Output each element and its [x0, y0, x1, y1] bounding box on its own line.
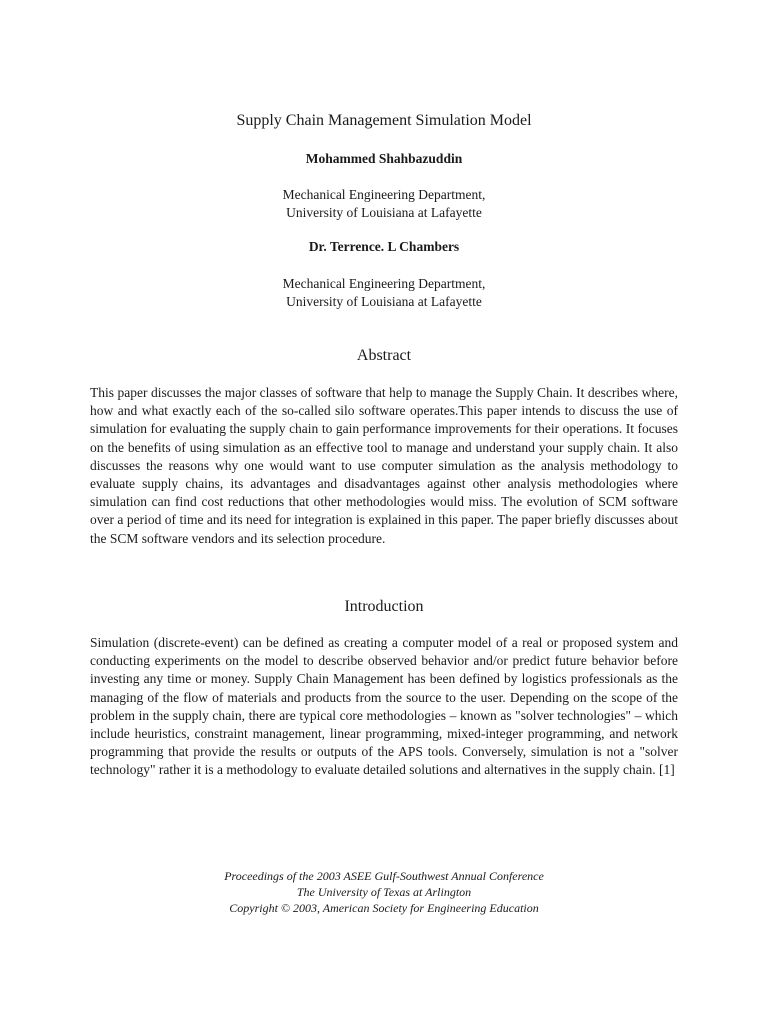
author-name-1: Mohammed Shahbazuddin — [305, 151, 463, 166]
author-name-2: Dr. Terrence. L Chambers — [308, 239, 460, 254]
introduction-text: Simulation (discrete-event) can be defined as creating a computer model of a real or proposed system and conducting experiments on the model to describe observed behavior and/or predict future behavior before investing any time or money. Supply Chain Management has been defined by logistics professionals as the managing of the flow of materials and products from the source to the user. Depending on the scope of the problem in the supply chain, there are typical core methodologies – known as "solver technologies" – which include heuristics, constraint management, linear programming, mixed-integer programming, and network programming that provide the results or outputs of the APS tools. Conversely, simulation is not a "solver technology" rather it is a methodology to evaluate detailed solutions and alternatives in the supply chain. [1] — [90, 635, 678, 778]
affiliation-line-2b: University of Louisiana at Lafayette — [286, 294, 482, 309]
affiliation-line-1b: University of Louisiana at Lafayette — [286, 205, 482, 220]
affiliation-line-1a: Mechanical Engineering Department, — [282, 187, 486, 202]
abstract-text: This paper discusses the major classes of software that help to manage the Supply Chain. It describes where, how and what exactly each of the so-called silo software operates.This paper intends to discuss the use of simulation for evaluating the supply chain to gain performance improvements for their operations. It focuses on the benefits of using simulation as an effective tool to manage and understand your supply chain. It also discusses the reasons why one would want to use computer simulation as the analysis methodology to evaluate supply chains, its advantages and disadvantages against other analysis methodologies where simulation can find cost reductions that other methodologies would miss. The evolution of SCM software over a period of time and its need for integration is explained in this paper. The paper briefly discusses about the SCM software vendors and its selection procedure. — [90, 385, 678, 546]
proceedings-footer — [0, 868, 768, 916]
introduction-heading: Introduction — [344, 598, 424, 615]
footer-line-2: The University of Texas at Arlington — [296, 885, 472, 899]
footer-line-3: Copyright © 2003, American Society for Engineering Education — [229, 901, 539, 915]
footer-line-1: Proceedings of the 2003 ASEE Gulf-Southwest Annual Conference — [224, 869, 544, 883]
affiliation-line-2a: Mechanical Engineering Department, — [282, 276, 486, 291]
author-affiliation-1 — [0, 186, 768, 222]
paper-title: Supply Chain Management Simulation Model — [236, 112, 532, 129]
author-affiliation-2 — [0, 275, 768, 311]
abstract-heading: Abstract — [356, 347, 412, 364]
